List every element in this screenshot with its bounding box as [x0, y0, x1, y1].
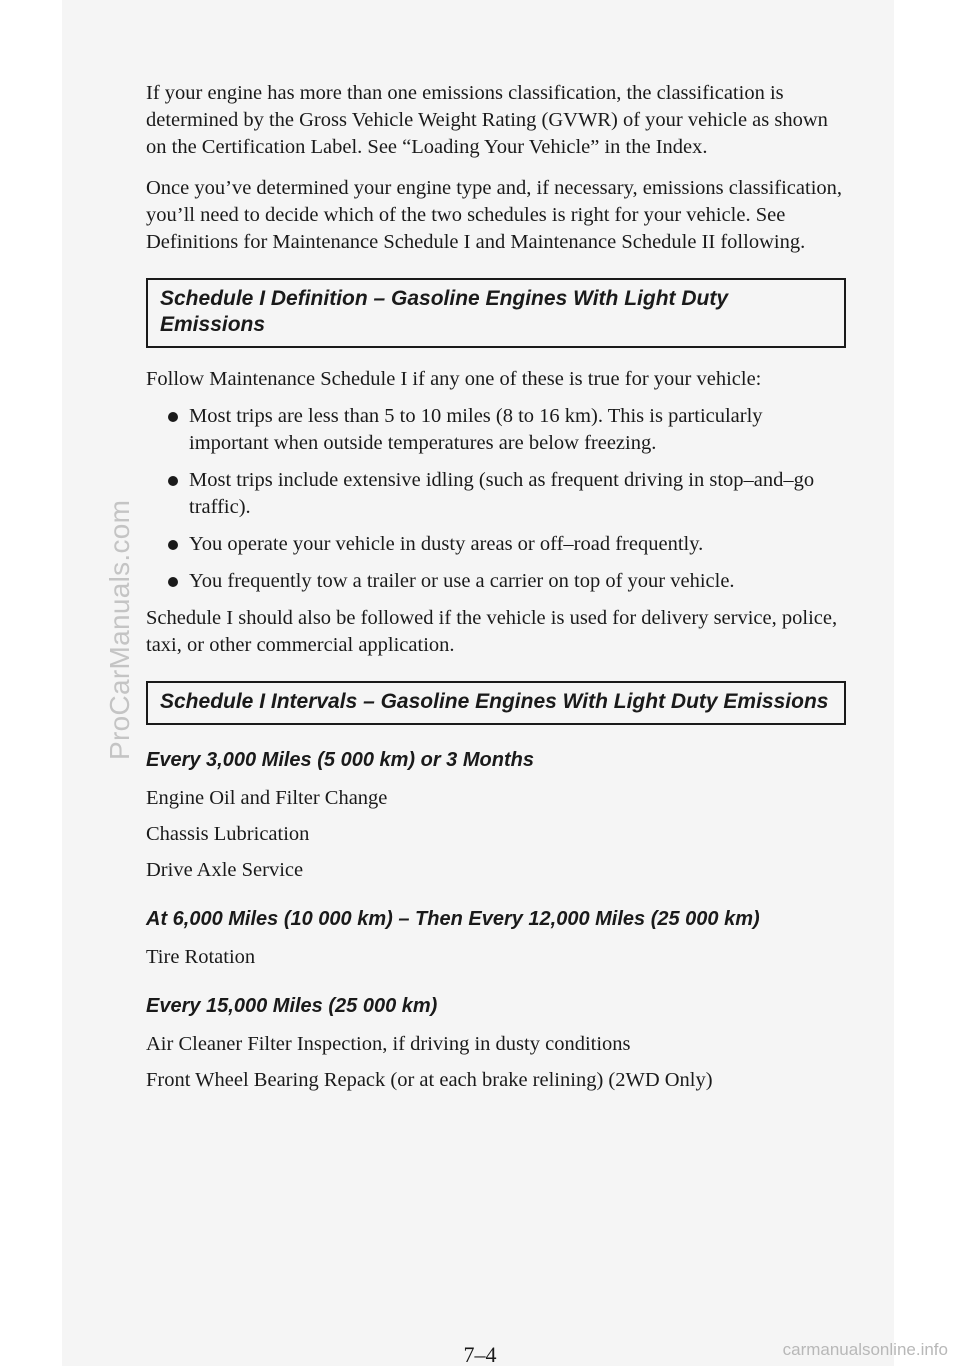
- list-item: You frequently tow a trailer or use a carrier on top of your vehicle.: [146, 568, 846, 595]
- bullet-icon: [168, 476, 178, 486]
- interval-item: Front Wheel Bearing Repack (or at each brake relining) (2WD Only): [146, 1069, 713, 1091]
- interval-heading: Every 3,000 Miles (5 000 km) or 3 Months: [146, 749, 534, 771]
- page-content: [146, 80, 846, 1103]
- definition-lead: Follow Maintenance Schedule I if any one of these is true for your vehicle:: [146, 368, 762, 390]
- interval-heading: At 6,000 Miles (10 000 km) – Then Every 12,000 Miles (25 000 km): [146, 908, 760, 930]
- intro-paragraph: If your engine has more than one emissions classification, the classification is determined by the Gross Vehicle Weight Rating (GVWR) of your vehicle as shown on the Certification Label. See “Loading Your Vehicle” in the Index.: [146, 82, 828, 158]
- interval-item: Engine Oil and Filter Change: [146, 787, 388, 809]
- bullet-icon: [168, 412, 178, 422]
- interval-heading: Every 15,000 Miles (25 000 km): [146, 995, 438, 1017]
- intro-paragraph: Once you’ve determined your engine type and, if necessary, emissions classification, you’ll need to decide which of the two schedules is right for your vehicle. See Definitions for Maintenance Schedule I and Maintenance Schedule II following.: [146, 177, 843, 253]
- footer-watermark: carmanualsonline.info: [782, 1340, 948, 1359]
- condition-list: [146, 403, 846, 595]
- interval-item: Drive Axle Service: [146, 859, 304, 881]
- definition-heading: Schedule I Definition – Gasoline Engines With Light Duty Emissions: [160, 287, 729, 336]
- bullet-icon: [168, 540, 178, 550]
- list-item: Most trips are less than 5 to 10 miles (8 to 16 km). This is particularly important when outside temperatures are below freezing.: [146, 403, 846, 457]
- definition-note: Schedule I should also be followed if the vehicle is used for delivery service, police, taxi, or other commercial application.: [146, 607, 838, 656]
- interval-item: Tire Rotation: [146, 946, 256, 968]
- section-heading-box: [146, 278, 846, 348]
- watermark: ProCarManuals.com: [104, 499, 135, 760]
- section-heading-box: [146, 681, 846, 725]
- bullet-icon: [168, 577, 178, 587]
- interval-item: Air Cleaner Filter Inspection, if driving in dusty conditions: [146, 1033, 631, 1055]
- list-item: Most trips include extensive idling (such as frequent driving in stop–and–go traffic).: [146, 467, 846, 521]
- list-item: You operate your vehicle in dusty areas or off–road frequently.: [146, 531, 846, 558]
- page-number: 7–4: [463, 1342, 497, 1367]
- interval-item: Chassis Lubrication: [146, 823, 310, 845]
- intervals-heading: Schedule I Intervals – Gasoline Engines With Light Duty Emissions: [160, 690, 829, 713]
